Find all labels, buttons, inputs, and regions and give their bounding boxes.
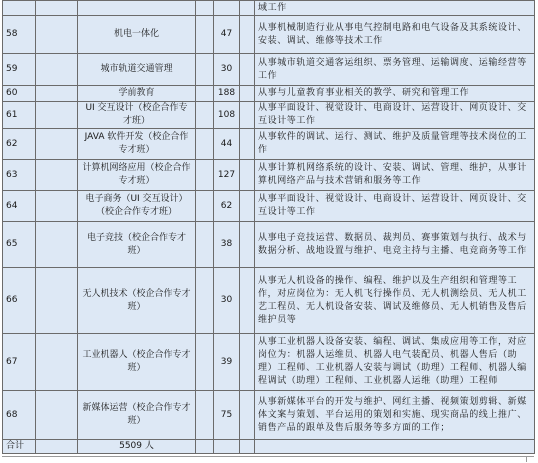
cell-empty — [36, 222, 78, 268]
cell-empty — [214, 440, 240, 454]
cell-number[interactable]: 67 — [3, 334, 36, 391]
table-row-total — [3, 440, 535, 454]
cell-number[interactable]: 61 — [3, 102, 36, 129]
cell-description[interactable]: 从事平面设计、视觉设计、电商设计、运营设计、网页设计、交互设计等工作 — [255, 102, 535, 129]
cell-count[interactable]: 75 — [214, 391, 240, 440]
total-count[interactable]: 5509 人 — [78, 440, 196, 454]
cell-count[interactable]: 38 — [214, 222, 240, 268]
cell-empty — [240, 222, 255, 268]
table-row — [3, 54, 535, 86]
cell-description[interactable]: 从事软件的调试、运行、测试、维护及质量管理等技术岗位的工作 — [255, 129, 535, 160]
cell-major-name[interactable]: 工业机器人（校企合作专才班） — [78, 334, 196, 391]
cell-empty — [240, 440, 255, 454]
cell-major-name[interactable]: 无人机技术（校企合作专才班） — [78, 268, 196, 334]
table-row — [3, 129, 535, 160]
cell-description[interactable]: 从事计算机网络系统的设计、安装、调试、管理、维护，从事计算机网络产品与技术营销和服务等工作 — [255, 160, 535, 191]
cell-major-name[interactable]: 新媒体运营（校企合作专才班） — [78, 391, 196, 440]
cell-empty — [196, 391, 214, 440]
cell-empty — [240, 16, 255, 54]
cell-empty — [240, 160, 255, 191]
cell-number[interactable]: 65 — [3, 222, 36, 268]
cell-empty — [36, 191, 78, 222]
cell-count[interactable]: 108 — [214, 102, 240, 129]
majors-table — [2, 0, 535, 454]
table-row — [3, 86, 535, 102]
cell-major-name[interactable]: UI 交互设计（校企合作专才班） — [78, 102, 196, 129]
table-row — [3, 191, 535, 222]
cell-empty — [36, 102, 78, 129]
table-row — [3, 102, 535, 129]
cell-empty — [3, 1, 36, 16]
cell-number[interactable]: 59 — [3, 54, 36, 86]
cell-number[interactable]: 58 — [3, 16, 36, 54]
cell-empty — [240, 391, 255, 440]
cell-empty — [240, 129, 255, 160]
cell-empty — [36, 268, 78, 334]
cell-empty — [36, 129, 78, 160]
cell-empty — [196, 334, 214, 391]
cell-major-name[interactable]: 电子竞技（校企合作专才班） — [78, 222, 196, 268]
cell-major-name[interactable]: 城市轨道交通管理 — [78, 54, 196, 86]
cell-number[interactable]: 63 — [3, 160, 36, 191]
cell-empty — [196, 191, 214, 222]
cell-empty — [36, 440, 78, 454]
cell-empty — [240, 268, 255, 334]
table-row — [3, 391, 535, 440]
cell-empty — [196, 160, 214, 191]
cell-empty — [36, 391, 78, 440]
cell-empty — [78, 1, 196, 16]
table-row — [3, 334, 535, 391]
cell-count[interactable]: 47 — [214, 16, 240, 54]
total-label[interactable]: 合计 — [3, 440, 36, 454]
cell-description[interactable]: 从事电子竞技运营、数据员、裁判员、赛事策划与执行、战术与数据分析、战地设置与维护、电竞主持与主播、电竞商务等工作 — [255, 222, 535, 268]
table-row — [3, 268, 535, 334]
cell-description[interactable]: 从事工业机器人设备安装、编程、调试、集成应用等工作，对应岗位为：机器人运维员、机器人电气装配员、机器人售后（助理）工程师、工业机器人安装与调试（助理）工程师、机器人编程调试（助理）工程师、工业机器人运维（助理）工程师 — [255, 334, 535, 391]
column-divider-stub — [526, 457, 533, 462]
table-row — [3, 16, 535, 54]
table-row — [3, 160, 535, 191]
cell-empty — [240, 86, 255, 102]
cell-empty — [196, 54, 214, 86]
cell-empty — [240, 54, 255, 86]
cell-empty — [36, 86, 78, 102]
cell-empty — [196, 1, 214, 16]
cell-empty — [36, 16, 78, 54]
cell-empty — [214, 1, 240, 16]
cell-count[interactable]: 30 — [214, 268, 240, 334]
cell-empty — [36, 160, 78, 191]
cell-empty — [196, 268, 214, 334]
cell-empty — [240, 1, 255, 16]
cell-description[interactable]: 从事新媒体平台的开发与维护、网红主播、视频策划剪辑、新媒体文案与策划、平台运用的策划和实施、现实商品的线上推广、销售产品的跟单及售后服务等多方面的工作； — [255, 391, 535, 440]
cell-empty — [255, 440, 535, 454]
cell-description[interactable]: 从事平面设计、视觉设计、电商设计、运营设计、网页设计、交互设计等工作 — [255, 191, 535, 222]
cell-empty — [240, 334, 255, 391]
cell-empty — [240, 102, 255, 129]
cell-empty — [196, 129, 214, 160]
cell-empty — [36, 1, 78, 16]
cell-major-name[interactable]: JAVA 软件开发（校企合作专才班） — [78, 129, 196, 160]
cell-major-name[interactable]: 计算机网络应用（校企合作专才班） — [78, 160, 196, 191]
cell-empty — [240, 191, 255, 222]
table-row — [3, 222, 535, 268]
cell-major-name[interactable]: 机电一体化 — [78, 16, 196, 54]
cell-count[interactable]: 39 — [214, 334, 240, 391]
cell-major-name[interactable]: 电子商务（UI 交互设计）（校企合作专才班） — [78, 191, 196, 222]
cell-empty — [36, 334, 78, 391]
cell-number[interactable]: 64 — [3, 191, 36, 222]
cell-number[interactable]: 62 — [3, 129, 36, 160]
cell-number[interactable]: 66 — [3, 268, 36, 334]
cell-count[interactable]: 188 — [214, 86, 240, 102]
cell-description[interactable]: 从事无人机设备的操作、编程、维护以及生产组织和管理等工作，对应岗位为：无人机飞行操作员、无人机测绘员、无人机工艺工程员、无人机设备安装、调试及维修员、无人机销售及售后维护员等 — [255, 268, 535, 334]
cell-empty — [196, 16, 214, 54]
cell-count[interactable]: 62 — [214, 191, 240, 222]
cell-count[interactable]: 44 — [214, 129, 240, 160]
cell-count[interactable]: 127 — [214, 160, 240, 191]
cell-description[interactable]: 从事与儿童教育事业相关的教学、研究和管理工作 — [255, 86, 535, 102]
cell-count[interactable]: 30 — [214, 54, 240, 86]
cell-description[interactable]: 域工作 — [255, 1, 535, 16]
cell-empty — [196, 440, 214, 454]
cell-number[interactable]: 60 — [3, 86, 36, 102]
cell-empty — [36, 54, 78, 86]
cell-number[interactable]: 68 — [3, 391, 36, 440]
cell-description[interactable]: 从事城市轨道交通客运组织、票务管理、运输调度、运输经营等工作 — [255, 54, 535, 86]
cell-description[interactable]: 从事机械制造行业从事电气控制电路和电气设备及其系统设计、安装、调试、维修等技术工作 — [255, 16, 535, 54]
cell-major-name[interactable]: 学前教育 — [78, 86, 196, 102]
cell-empty — [196, 86, 214, 102]
table-row-continued — [3, 1, 535, 16]
cell-empty — [196, 102, 214, 129]
cell-empty — [196, 222, 214, 268]
